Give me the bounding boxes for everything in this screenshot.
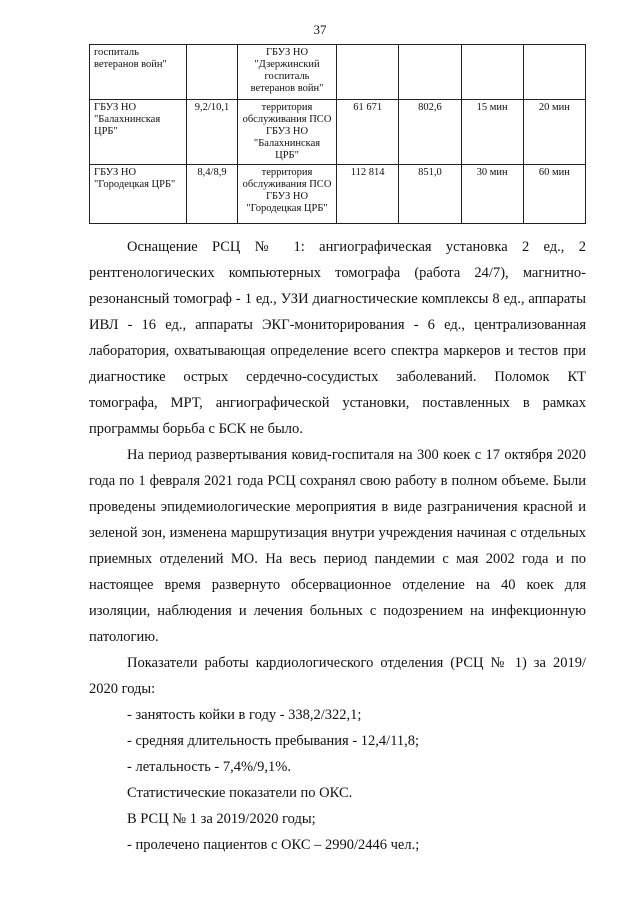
table-cell: 61 671 bbox=[337, 100, 399, 165]
table-cell bbox=[523, 45, 585, 100]
page-number: 37 bbox=[313, 22, 327, 37]
document-body bbox=[89, 234, 586, 858]
list-item: - пролечено пациентов с ОКС – 2990/2446 чел.; bbox=[127, 837, 420, 853]
paragraph-cardiology-indicators: Показатели работы кардиологического отделения (РСЦ № 1) за 2019/ 2020 годы: bbox=[89, 655, 586, 697]
table-row bbox=[90, 45, 586, 100]
list-item: В РСЦ № 1 за 2019/2020 годы; bbox=[127, 811, 316, 827]
table-cell: 851,0 bbox=[399, 165, 461, 224]
table-cell bbox=[399, 45, 461, 100]
list-item: - средняя длительность пребывания - 12,4/11,8; bbox=[127, 733, 420, 749]
hospital-table bbox=[89, 44, 586, 224]
table-cell: 802,6 bbox=[399, 100, 461, 165]
table-cell bbox=[187, 45, 238, 100]
table-cell: 112 814 bbox=[337, 165, 399, 224]
table-cell: 15 мин bbox=[461, 100, 523, 165]
table-row bbox=[90, 165, 586, 224]
list-item: - летальность - 7,4%/9,1%. bbox=[127, 759, 291, 775]
paragraph-equipment: Оснащение РСЦ № 1: ангиографическая установка 2 ед., 2 рентгенологических компьютерных томографа (работа 24/7), магнитно-резонансный томограф - 1 ед., УЗИ диагностические комплексы 8 ед., аппараты ИВЛ - 16 ед., аппараты ЭКГ-мониторирования - 6 ед., централизованная лаборатория, охватывающая определение всего спектра маркеров и тестов при диагностике острых сердечно-сосудистых заболеваний. Поломок КТ томографа, МРТ, ангиографической установки, поставленных в рамках программы борьба с БСК не было. bbox=[89, 239, 586, 437]
table-cell: 8,4/8,9 bbox=[187, 165, 238, 224]
paragraph-covid-period: На период развертывания ковид-госпиталя на 300 коек с 17 октября 2020 года по 1 февраля 2021 года РСЦ сохранял свою работу в полном объеме. Были проведены эпидемиологические мероприятия в виде разграничения красной и зеленой зон, изменена маршрутизация внутри учреждения начиная с отдельных приемных отделений МО. На весь период пандемии с мая 2002 года и по настоящее время развернуто обсервационное отделение на 40 коек для изоляции, наблюдения и лечения больных с подозрением на инфекционную патологию. bbox=[89, 447, 586, 645]
table-cell: ГБУЗ НО "Городецкая ЦРБ" bbox=[90, 165, 187, 224]
table-cell: 20 мин bbox=[523, 100, 585, 165]
table-cell: территория обслуживания ПСО ГБУЗ НО "Городецкая ЦРБ" bbox=[238, 165, 337, 224]
list-item: - занятость койки в году - 338,2/322,1; bbox=[127, 707, 362, 723]
table-cell: 9,2/10,1 bbox=[187, 100, 238, 165]
table-cell: 30 мин bbox=[461, 165, 523, 224]
table-cell: 60 мин bbox=[523, 165, 585, 224]
table-cell: ГБУЗ НО "Балахнинская ЦРБ" bbox=[90, 100, 187, 165]
table-cell: ГБУЗ НО "Дзержинский госпиталь ветеранов войн" bbox=[238, 45, 337, 100]
table-cell: территория обслуживания ПСО ГБУЗ НО "Балахнинская ЦРБ" bbox=[238, 100, 337, 165]
table-cell: госпиталь ветеранов войн" bbox=[90, 45, 187, 100]
section-heading: Статистические показатели по ОКС. bbox=[127, 785, 353, 801]
table-cell bbox=[337, 45, 399, 100]
table-cell bbox=[461, 45, 523, 100]
table-row bbox=[90, 100, 586, 165]
